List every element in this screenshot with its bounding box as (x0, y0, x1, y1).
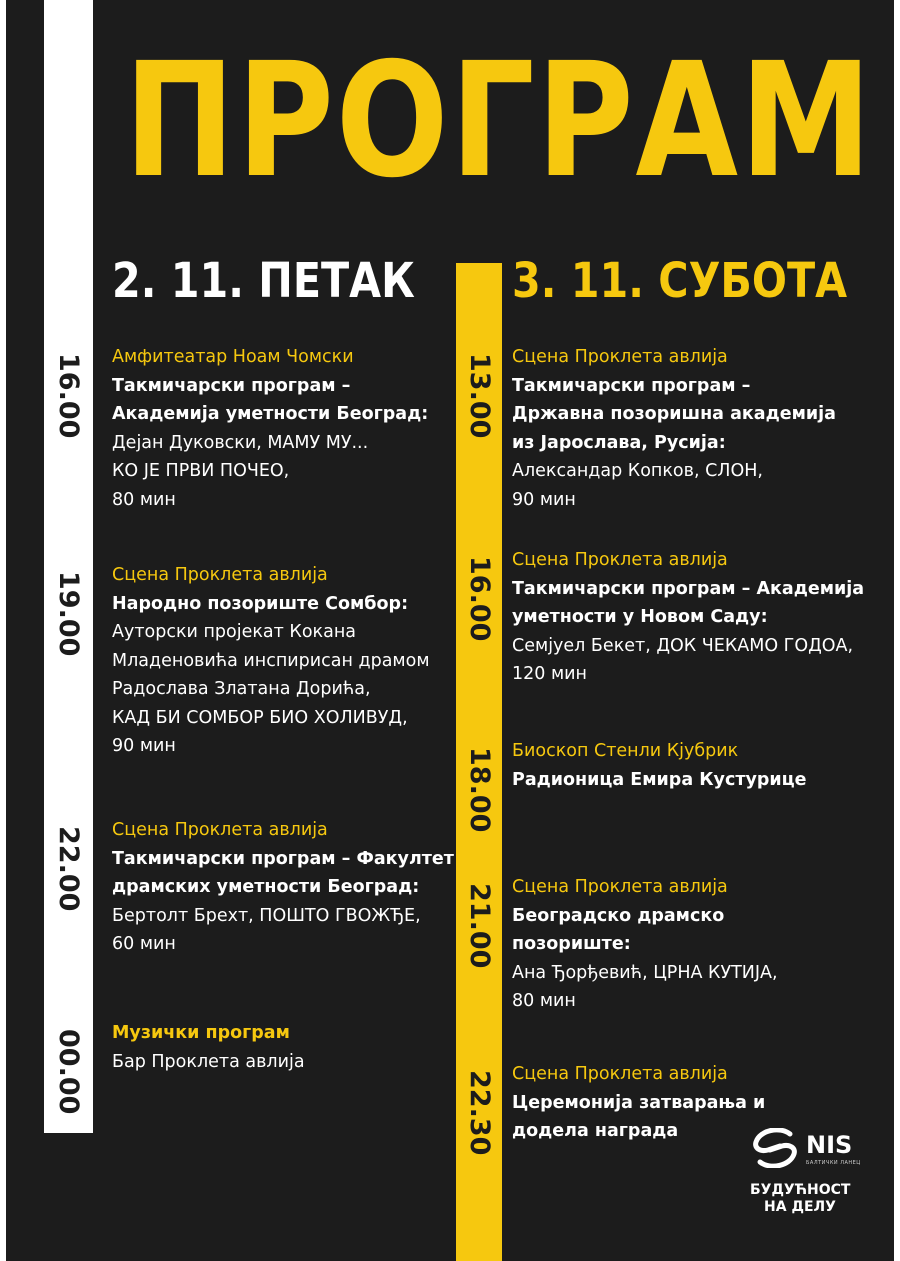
event-title-line: Академија уметности Београд: (112, 404, 429, 424)
event-title-line: Такмичарски програм – Академија (512, 578, 865, 599)
event-detail-line: Семјуел Бекет, ДОК ЧЕКАМО ГОДОА, (512, 635, 854, 656)
event-block (112, 1019, 305, 1076)
nis-slogan (750, 1182, 850, 1216)
event-title-line: Такмичарски програм – (112, 375, 351, 396)
event-block (112, 343, 428, 514)
slogan-line-2: НА ДЕЛУ (764, 1199, 836, 1215)
page-title: ПРОГРАМ (124, 29, 874, 213)
event-time: 22.00 (53, 826, 84, 912)
event-block (512, 1060, 765, 1146)
event-time: 13.00 (464, 353, 495, 439)
event-detail-line: 80 мин (512, 991, 576, 1011)
event-title-line: Церемонија затварања и (512, 1092, 766, 1113)
event-detail-line: 90 мин (512, 489, 576, 510)
event-detail-line: Ауторски пројекат Кокана (112, 622, 356, 642)
event-detail-line: КАД БИ СОМБОР БИО ХОЛИВУД, (112, 707, 408, 728)
slogan-line-1: БУДУЋНОСТ (750, 1182, 851, 1198)
nis-logo (750, 1128, 870, 1228)
day-heading-saturday: 3. 11. СУБОТА (512, 253, 848, 309)
event-detail-line: Младеновића инспирисан драмом (112, 650, 430, 671)
event-time: 22.30 (464, 1070, 495, 1156)
event-title-line: Такмичарски програм – Факултет (112, 848, 454, 869)
event-detail-line: Ана Ђорђевић, ЦРНА КУТИЈА, (512, 962, 778, 983)
event-venue: Сцена Проклета авлија (112, 820, 328, 840)
event-venue: Сцена Проклета авлија (512, 877, 728, 897)
event-detail-line: Радослава Златана Дорића, (112, 679, 371, 699)
event-title-line: Београдско драмско (512, 905, 725, 926)
nis-tagline: БАЛТИЧКИ ЛАНЕЦ (806, 1160, 861, 1166)
event-venue: Сцена Проклета авлија (512, 550, 728, 570)
event-title-line: Музички програм (112, 1023, 290, 1043)
event-venue: Сцена Проклета авлија (112, 565, 328, 585)
event-detail-line: Бар Проклета авлија (112, 1051, 305, 1072)
event-time: 18.00 (464, 747, 495, 833)
event-block (512, 546, 864, 689)
event-block (512, 343, 836, 514)
nis-swirl-icon (750, 1128, 800, 1168)
event-detail-line: Бертолт Брехт, ПОШТО ГВОЖЂЕ, (112, 905, 421, 926)
left-timeline-bar (44, 0, 93, 1133)
event-title-line: позориште: (512, 934, 631, 954)
event-detail-line: 120 мин (512, 664, 587, 684)
event-title-line: уметности у Новом Саду: (512, 607, 768, 627)
event-time: 16.00 (464, 556, 495, 642)
event-title-line: Такмичарски програм – (512, 375, 751, 396)
event-time: 21.00 (464, 883, 495, 969)
event-detail-line: 80 мин (112, 489, 176, 510)
event-block (512, 737, 807, 794)
event-block (112, 816, 454, 959)
event-detail-line: Александар Копков, СЛОН, (512, 461, 763, 481)
event-time: 16.00 (53, 353, 84, 439)
event-title-line: Народно позориште Сомбор: (112, 593, 409, 614)
event-venue: Амфитеатар Ноам Чомски (112, 347, 354, 367)
event-block (512, 873, 778, 1016)
event-title-line: Државна позоришна академија (512, 404, 836, 424)
poster (6, 0, 894, 1261)
nis-brand: NIS (806, 1131, 853, 1159)
event-title-line: драмских уметности Београд: (112, 877, 420, 897)
event-time: 00.00 (53, 1029, 84, 1115)
event-time: 19.00 (53, 571, 84, 657)
event-detail-line: 90 мин (112, 736, 176, 756)
event-title-line: из Јарослава, Русија: (512, 432, 726, 453)
event-venue: Биоскоп Стенли Кјубрик (512, 741, 739, 761)
event-title-line: Радионица Емира Кустурице (512, 769, 807, 790)
event-title-line: додела награда (512, 1121, 679, 1141)
event-detail-line: 60 мин (112, 934, 176, 954)
event-venue: Сцена Проклета авлија (512, 347, 728, 367)
event-block (112, 561, 430, 761)
event-detail-line: Дејан Дуковски, МАМУ МУ... (112, 432, 369, 453)
event-detail-line: КО ЈЕ ПРВИ ПОЧЕО, (112, 461, 290, 481)
day-heading-friday: 2. 11. ПЕТАК (112, 253, 415, 309)
event-venue: Сцена Проклета авлија (512, 1064, 728, 1084)
